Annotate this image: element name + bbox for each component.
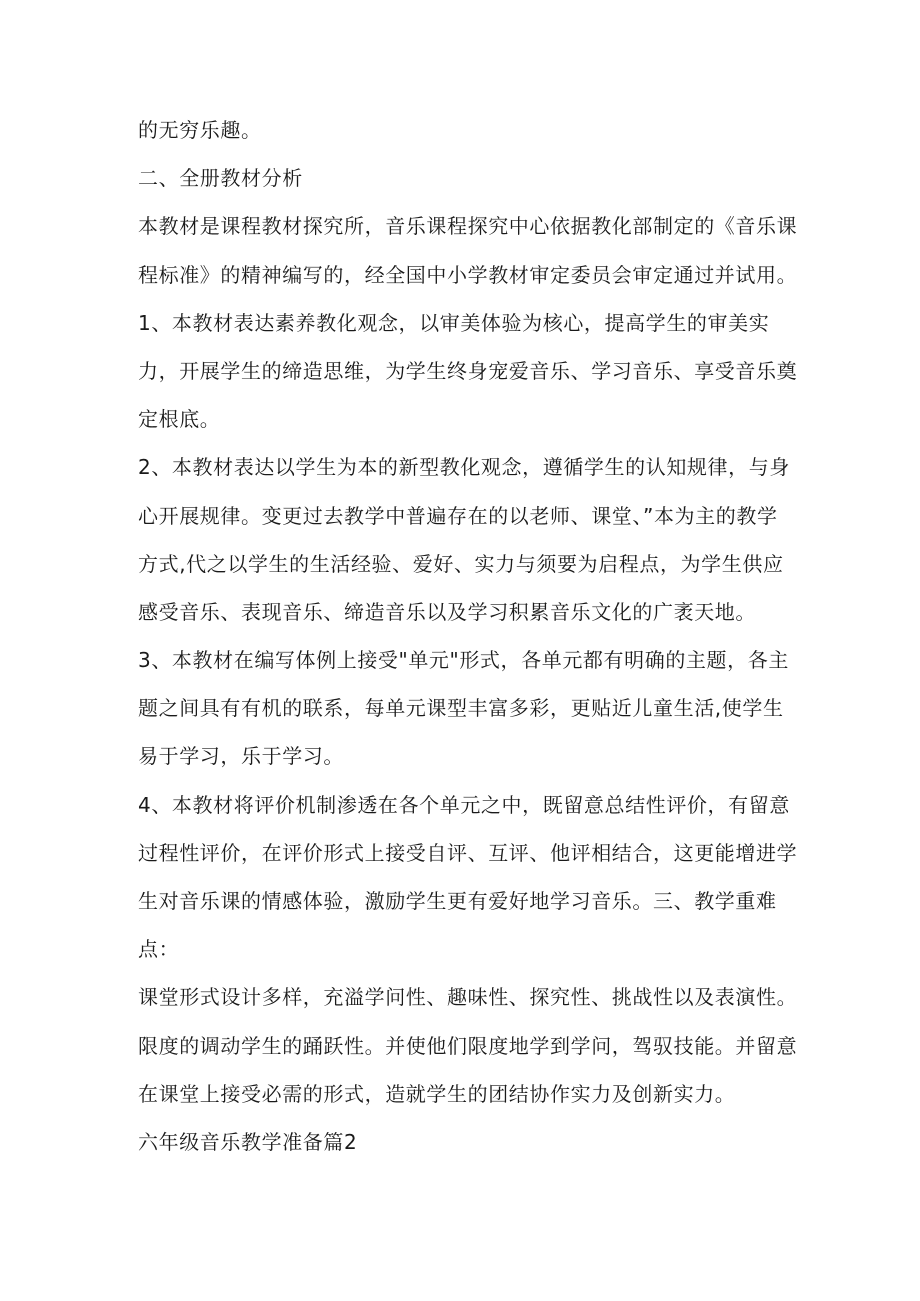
section-title: 六年级音乐教学准备篇2 — [138, 1129, 358, 1154]
text-line: 感受音乐、表现音乐、缔造音乐以及学习积累音乐文化的广袤天地。 — [138, 599, 756, 624]
text-line: 4、本教材将评价机制渗透在各个单元之中，既留意总结性评价，有留意 — [138, 792, 790, 817]
text-line: 课堂形式设计多样，充溢学问性、趣味性、探究性、挑战性以及表演性。 — [138, 985, 798, 1010]
text-line: 定根底。 — [138, 407, 221, 432]
text-line: 程标准》的精神编写的，经全国中小学教材审定委员会审定通过并试用。 — [138, 262, 798, 287]
text-line: 2、本教材表达以学生为本的新型教化观念，遵循学生的认知规律，与身 — [138, 455, 790, 480]
text-line: 限度的调动学生的踊跃性。并使他们限度地学到学问，驾驭技能。并留意 — [138, 1033, 798, 1058]
text-line: 方式,代之以学生的生活经验、爱好、实力与须要为启程点，为学生供应 — [138, 551, 784, 576]
document-page — [138, 106, 798, 1166]
text-line: 3、本教材在编写体例上接受"单元"形式，各单元都有明确的主题，各主 — [138, 648, 789, 673]
text-line: 生对音乐课的情感体验，激励学生更有爱好地学习音乐。三、教学重难 — [138, 889, 777, 913]
text-line: 力，开展学生的缔造思维，为学生终身宠爱音乐、学习音乐、享受音乐奠 — [138, 358, 798, 383]
text-line: 在课堂上接受必需的形式，造就学生的团结协作实力及创新实力。 — [138, 1081, 736, 1106]
text-line: 本教材是课程教材探究所，音乐课程探究中心依据教化部制定的《音乐课 — [138, 214, 798, 239]
text-line: 1、本教材表达素养教化观念，以审美体验为核心，提高学生的审美实 — [138, 310, 770, 335]
text-line: 易于学习，乐于学习。 — [138, 744, 344, 769]
text-line: 过程性评价，在评价形式上接受自评、互评、他评相结合，这更能增进学 — [138, 840, 798, 865]
text-line: 题之间具有有机的联系，每单元课型丰富多彩，更贴近儿童生活,使学生 — [138, 696, 784, 721]
text-line: 的无穷乐趣。 — [138, 118, 262, 142]
section-heading: 二、全册教材分析 — [138, 166, 303, 191]
text-line: 心开展规律。变更过去教学中普遍存在的以老师、课堂、”本为主的教学 — [138, 503, 778, 528]
text-line: 点： — [138, 937, 180, 962]
